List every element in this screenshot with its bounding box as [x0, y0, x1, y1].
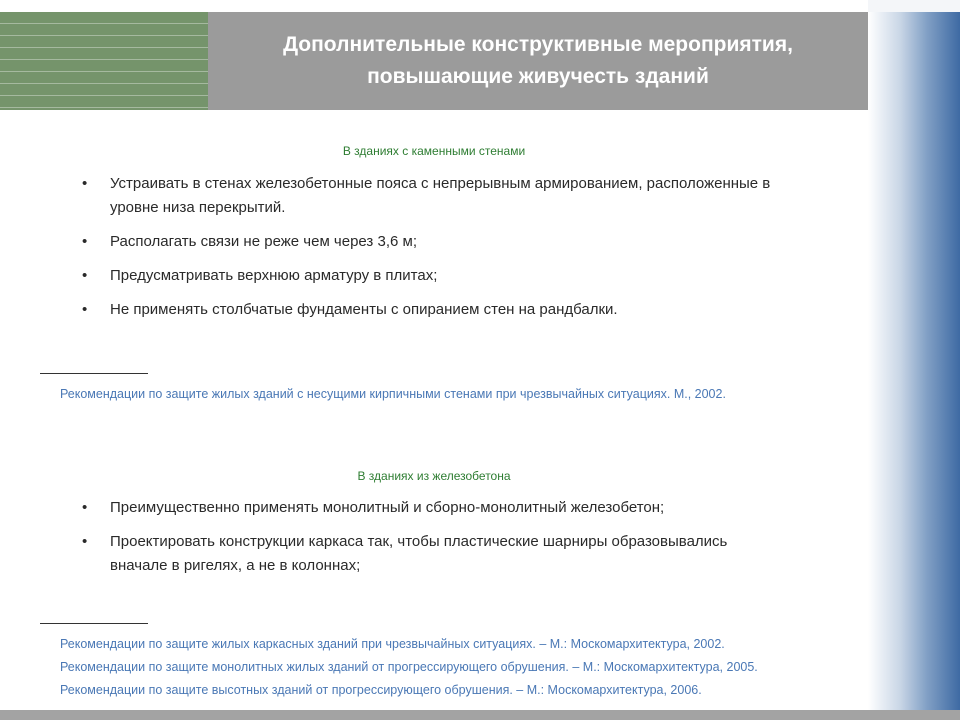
- reference-text: Рекомендации по защите жилых каркасных зданий при чрезвычайных ситуациях. – М.: Москомархитектура, 2002.: [60, 637, 725, 651]
- reference-text: Рекомендации по защите жилых зданий с несущими кирпичными стенами при чрезвычайных ситуациях. М., 2002.: [60, 387, 726, 401]
- bullet-icon: •: [82, 267, 88, 284]
- list-item: [80, 230, 780, 254]
- reference-text: Рекомендации по защите монолитных жилых зданий от прогрессирующего обрушения. – М.: Москомархитектура, 2005.: [60, 660, 758, 674]
- top-strip: [0, 0, 960, 12]
- section-heading-concrete: В зданиях из железобетона: [357, 469, 511, 483]
- bullet-icon: •: [82, 499, 88, 516]
- bullet-text: Не применять столбчатые фундаменты с опиранием стен на рандбалки.: [110, 301, 618, 318]
- list-item: [80, 172, 780, 220]
- list-item: [80, 530, 780, 578]
- list-item: [80, 264, 780, 288]
- section-heading-stone: В зданиях с каменными стенами: [342, 144, 526, 158]
- reference-text: Рекомендации по защите высотных зданий от прогрессирующего обрушения. – М.: Москомархитектура, 2006.: [60, 683, 702, 697]
- bottom-bar: [0, 710, 960, 720]
- bullet-list-concrete: [80, 496, 780, 588]
- title-bar: [208, 12, 868, 110]
- list-item: [80, 496, 780, 520]
- list-item: [80, 298, 780, 322]
- bullet-text: Устраивать в стенах железобетонные пояса с непрерывным армированием, расположенные в уровне низа перекрытий.: [110, 175, 771, 216]
- green-striped-block: [0, 12, 208, 110]
- bullet-text: Преимущественно применять монолитный и сборно-монолитный железобетон;: [110, 499, 665, 516]
- slide-title: Дополнительные конструктивные мероприятия, повышающие живучесть зданий: [283, 33, 793, 88]
- bullet-icon: •: [82, 533, 88, 550]
- footnote-divider: [40, 623, 148, 624]
- bullet-icon: •: [82, 233, 88, 250]
- right-gradient-decoration: [868, 0, 960, 720]
- bullet-list-stone: [80, 172, 780, 332]
- bullet-icon: •: [82, 175, 88, 192]
- bullet-text: Проектировать конструкции каркаса так, чтобы пластические шарниры образовывались вначале в ригелях, а не в колоннах;: [110, 533, 728, 574]
- bullet-text: Предусматривать верхнюю арматуру в плитах;: [110, 267, 438, 284]
- right-top-strip: [868, 0, 960, 12]
- footnote-divider: [40, 373, 148, 374]
- bullet-text: Располагать связи не реже чем через 3,6 м;: [110, 233, 417, 250]
- bullet-icon: •: [82, 301, 88, 318]
